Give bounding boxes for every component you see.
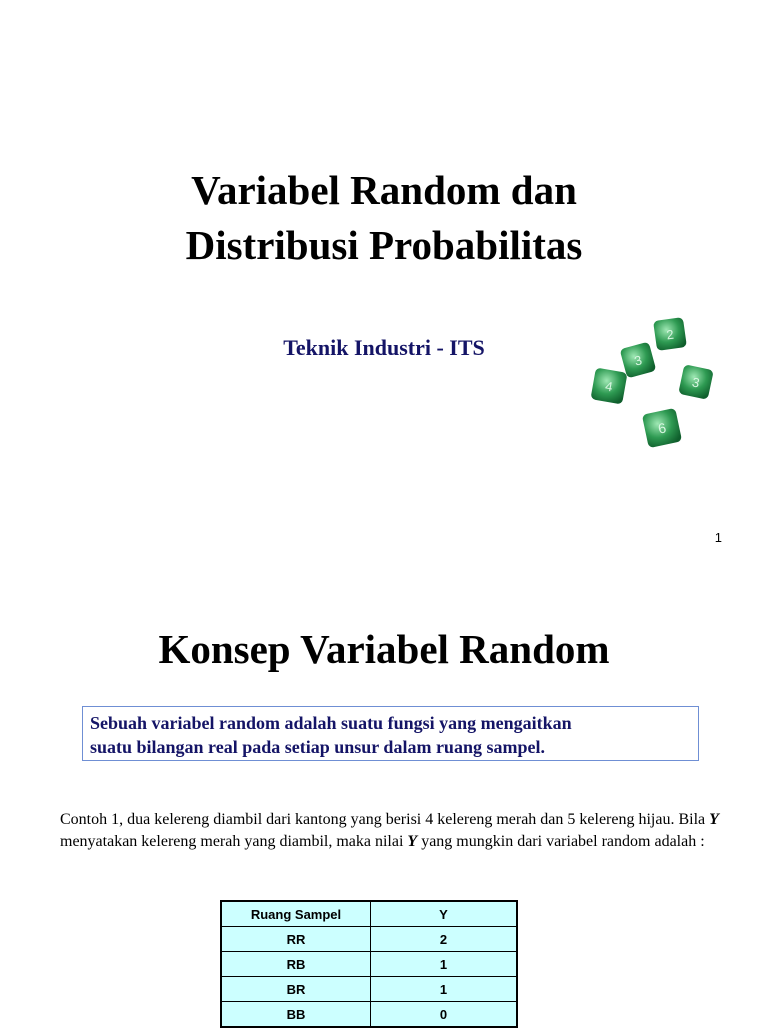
die-2-face: 3: [632, 352, 644, 369]
sample-space-table: [220, 900, 518, 1028]
table-cell: 2: [371, 927, 518, 952]
die-3-face: 4: [604, 378, 614, 395]
die-5-face: 6: [656, 419, 668, 437]
column-header-y: Y: [371, 901, 518, 927]
table-row: [221, 952, 517, 977]
dice-image: [586, 306, 718, 472]
table-row: [221, 977, 517, 1002]
table-cell: 0: [371, 1002, 518, 1028]
die-1: [653, 317, 687, 351]
title-line-1: Variabel Random dan: [191, 167, 577, 213]
die-1-face: 2: [665, 326, 675, 343]
table-cell: RB: [221, 952, 371, 977]
page-number: 1: [714, 530, 722, 545]
table-row: [221, 1002, 517, 1028]
table-header-row: [221, 901, 517, 927]
variable-y: Y: [407, 833, 418, 850]
example-paragraph: [60, 809, 720, 853]
die-2: [620, 342, 657, 379]
die-5: [642, 408, 682, 448]
table-cell: RR: [221, 927, 371, 952]
title-slide-1: [0, 163, 768, 273]
variable-y: Y: [709, 811, 719, 828]
table-row: [221, 927, 517, 952]
example-text-2: menyatakan kelereng merah yang diambil, maka nilai: [60, 833, 408, 850]
die-4-face: 3: [690, 374, 701, 391]
die-3: [590, 367, 627, 404]
definition-line-1: Sebuah variabel random adalah suatu fungsi yang mengaitkan: [90, 713, 572, 733]
definition-line-2: suatu bilangan real pada setiap unsur dalam ruang sampel.: [90, 737, 545, 757]
subtitle: Teknik Industri - ITS: [283, 335, 485, 360]
table-cell: BR: [221, 977, 371, 1002]
example-text-3: yang mungkin dari variabel random adalah :: [417, 833, 705, 850]
example-text-1: Contoh 1, dua kelereng diambil dari kantong yang berisi 4 kelereng merah dan 5 kelereng hijau. Bila: [60, 811, 710, 828]
table-cell: 1: [371, 952, 518, 977]
column-header-sample-space: Ruang Sampel: [221, 901, 371, 927]
die-4: [678, 364, 714, 400]
table-cell: BB: [221, 1002, 371, 1028]
title-line-2: Distribusi Probabilitas: [185, 222, 583, 268]
table-cell: 1: [371, 977, 518, 1002]
title-slide-2: Konsep Variabel Random: [158, 626, 610, 672]
definition-box: [82, 706, 699, 761]
